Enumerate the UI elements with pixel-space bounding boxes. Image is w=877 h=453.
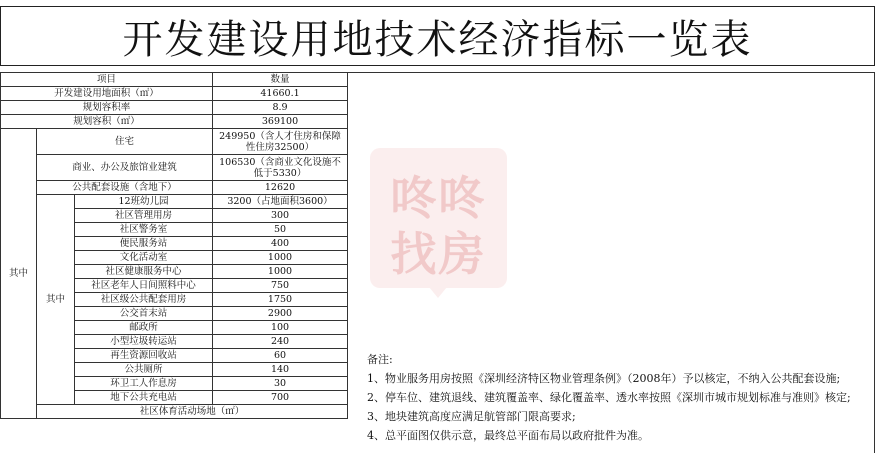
table-row bbox=[1, 129, 348, 155]
row-label: 社区管理用房 bbox=[75, 209, 213, 223]
row-value: 106530（含商业文化设施不低于5330） bbox=[213, 155, 348, 181]
note-item: 4、总平面图仅供示意，最终总平面布局以政府批件为准。 bbox=[367, 429, 649, 442]
group-outer-label: 其中 bbox=[1, 129, 37, 419]
row-value: 1000 bbox=[213, 265, 348, 279]
watermark-logo bbox=[370, 148, 507, 288]
row-label: 开发建设用地面积（㎡） bbox=[1, 87, 213, 101]
row-value: 400 bbox=[213, 237, 348, 251]
row-label: 社区体育活动场地（㎡） bbox=[37, 405, 348, 419]
indicator-table bbox=[0, 72, 348, 419]
row-label: 商业、办公及旅馆业建筑 bbox=[37, 155, 213, 181]
row-value: 249950（含人才住房和保障性住房32500） bbox=[213, 129, 348, 155]
row-label: 社区健康服务中心 bbox=[75, 265, 213, 279]
row-label: 公交首末站 bbox=[75, 307, 213, 321]
page-title: 开发建设用地技术经济指标一览表 bbox=[0, 6, 875, 66]
watermark-pin-icon bbox=[420, 276, 456, 298]
table-row bbox=[1, 195, 348, 209]
table-row bbox=[1, 181, 348, 195]
row-label: 便民服务站 bbox=[75, 237, 213, 251]
group-inner-label: 其中 bbox=[37, 195, 75, 405]
row-label: 文化活动室 bbox=[75, 251, 213, 265]
row-label: 环卫工人作息房 bbox=[75, 377, 213, 391]
row-value: 240 bbox=[213, 335, 348, 349]
row-label: 地下公共充电站 bbox=[75, 391, 213, 405]
row-value: 12620 bbox=[213, 181, 348, 195]
row-label: 邮政所 bbox=[75, 321, 213, 335]
note-item: 3、地块建筑高度应满足航管部门限高要求; bbox=[367, 410, 576, 423]
table-row bbox=[1, 155, 348, 181]
table-row bbox=[1, 115, 348, 129]
notes-heading: 备注: bbox=[367, 353, 393, 366]
row-value: 750 bbox=[213, 279, 348, 293]
row-value: 8.9 bbox=[213, 101, 348, 115]
row-value: 300 bbox=[213, 209, 348, 223]
indicator-table-container bbox=[0, 72, 347, 419]
notes-section bbox=[367, 350, 872, 445]
row-value: 3200（占地面积3600） bbox=[213, 195, 348, 209]
row-label: 规划容积率 bbox=[1, 101, 213, 115]
row-label: 社区老年人日间照料中心 bbox=[75, 279, 213, 293]
row-value: 60 bbox=[213, 349, 348, 363]
row-value: 369100 bbox=[213, 115, 348, 129]
table-row bbox=[1, 405, 348, 419]
row-label: 社区级公共配套用房 bbox=[75, 293, 213, 307]
note-item: 1、物业服务用房按照《深圳经济特区物业管理条例》（2008年）予以核定，不纳入公共配套设施; bbox=[367, 372, 841, 385]
header-item: 项目 bbox=[1, 73, 213, 87]
row-value: 41660.1 bbox=[213, 87, 348, 101]
row-value: 50 bbox=[213, 223, 348, 237]
row-value: 1750 bbox=[213, 293, 348, 307]
row-label: 住宅 bbox=[37, 129, 213, 155]
row-label: 社区警务室 bbox=[75, 223, 213, 237]
row-label: 再生资源回收站 bbox=[75, 349, 213, 363]
row-value: 140 bbox=[213, 363, 348, 377]
watermark-text-line2: 找房 bbox=[390, 227, 487, 281]
row-value: 2900 bbox=[213, 307, 348, 321]
header-value: 数量 bbox=[213, 73, 348, 87]
table-row bbox=[1, 87, 348, 101]
row-label: 小型垃圾转运站 bbox=[75, 335, 213, 349]
row-label: 公共厕所 bbox=[75, 363, 213, 377]
row-value: 1000 bbox=[213, 251, 348, 265]
watermark-text-line1: 咚咚 bbox=[390, 171, 487, 225]
row-value: 700 bbox=[213, 391, 348, 405]
row-label: 12班幼儿园 bbox=[75, 195, 213, 209]
table-header-row bbox=[1, 73, 348, 87]
table-row bbox=[1, 101, 348, 115]
row-label: 规划容积（㎡） bbox=[1, 115, 213, 129]
row-label: 公共配套设施（含地下） bbox=[37, 181, 213, 195]
row-value: 100 bbox=[213, 321, 348, 335]
note-item: 2、停车位、建筑退线、建筑覆盖率、绿化覆盖率、透水率按照《深圳市城市规划标准与准则》核定; bbox=[367, 391, 851, 404]
row-value: 30 bbox=[213, 377, 348, 391]
